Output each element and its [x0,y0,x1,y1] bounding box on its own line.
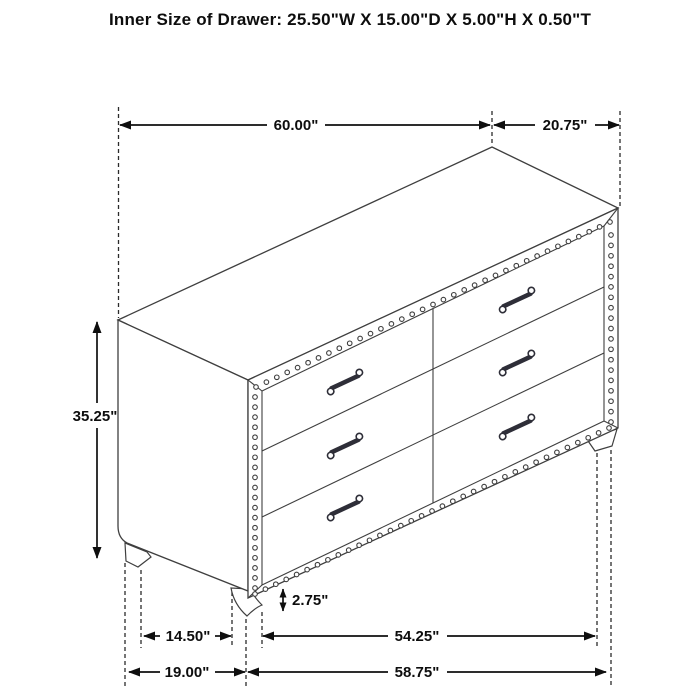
nailhead-stud [609,357,614,362]
nailhead-stud [513,470,518,475]
nailhead-stud [420,307,425,312]
nailhead-stud [503,475,508,480]
nailhead-stud [597,225,602,230]
nailhead-stud [504,268,509,273]
nailhead-stud [534,460,539,465]
nailhead-stud [253,425,258,430]
nailhead-stud [253,495,258,500]
nailhead-stud [555,450,560,455]
nailhead-stud [576,440,581,445]
nailhead-stud [462,288,467,293]
nailhead-stud [253,566,258,571]
nailhead-stud [609,326,614,331]
nailhead-stud [389,322,394,327]
nailhead-stud [609,337,614,342]
nailhead-stud [253,395,258,400]
nailhead-stud [378,533,383,538]
nailhead-stud [461,494,466,499]
nailhead-stud [316,356,321,361]
nailhead-stud [274,582,279,587]
nailhead-stud [253,465,258,470]
nailhead-stud [472,283,477,288]
dim-front-overall-label: 58.75" [394,664,440,681]
nailhead-stud [431,302,436,307]
nailhead-stud [326,558,331,563]
nailhead-stud [399,523,404,528]
nailhead-stud [337,346,342,351]
nailhead-stud [358,336,363,341]
nailhead-stud [430,509,435,514]
nailhead-stud [514,263,519,268]
nailhead-stud [544,455,549,460]
nailhead-stud [253,546,258,551]
nailhead-stud [451,499,456,504]
nailhead-stud [253,455,258,460]
dim-side-leg-span-label: 14.50" [165,628,211,645]
nailhead-stud [586,436,591,441]
nailhead-stud [357,543,362,548]
nailhead-stud [253,475,258,480]
nailhead-stud [419,514,424,519]
dim-height-label: 35.25" [72,408,118,425]
nailhead-stud [253,525,258,530]
nailhead-stud [253,515,258,520]
nailhead-stud [306,360,311,365]
nailhead-stud [471,489,476,494]
nailhead-stud [284,577,289,582]
nailhead-stud [524,259,529,264]
nailhead-stud [253,592,258,597]
nailhead-stud [440,504,445,509]
nailhead-stud [609,378,614,383]
nailhead-stud [609,368,614,373]
nailhead-stud [609,254,614,259]
nailhead-stud [336,553,341,558]
nailhead-stud [253,445,258,450]
nailhead-stud [587,229,592,234]
nailhead-stud [566,239,571,244]
nailhead-stud [315,562,320,567]
nailhead-stud [482,484,487,489]
nailhead-stud [253,586,258,591]
nailhead-stud [596,431,601,436]
dresser-artwork [118,147,618,616]
nailhead-stud [577,234,582,239]
nailhead-stud [275,375,280,380]
nailhead-stud [295,365,300,370]
nailhead-stud [609,243,614,248]
nailhead-stud [253,505,258,510]
nailhead-stud [523,465,528,470]
nailhead-stud [609,295,614,300]
nailhead-stud [565,445,570,450]
nailhead-stud [609,285,614,290]
nailhead-stud [609,420,614,425]
nailhead-stud [609,233,614,238]
nailhead-stud [253,415,258,420]
nailhead-stud [253,435,258,440]
nailhead-stud [609,399,614,404]
nailhead-stud [608,220,613,225]
nailhead-stud [367,538,372,543]
nailhead-stud [253,485,258,490]
nailhead-stud [264,380,269,385]
dim-side-overall-label: 19.00" [164,664,210,681]
nailhead-stud [609,305,614,310]
nailhead-stud [609,347,614,352]
nailhead-stud [441,297,446,302]
nailhead-stud [388,528,393,533]
dim-front-leg-span-label: 54.25" [394,628,440,645]
nailhead-stud [492,479,497,484]
nailhead-stud [346,548,351,553]
nailhead-stud [294,572,299,577]
nailhead-stud [607,426,612,431]
nailhead-stud [305,567,310,572]
nailhead-stud [368,331,373,336]
nailhead-stud [327,351,332,356]
nailhead-stud [609,264,614,269]
nailhead-stud [285,370,290,375]
nailhead-stud [410,312,415,317]
nailhead-stud [493,273,498,278]
nailhead-stud [254,385,259,390]
nailhead-stud [609,409,614,414]
nailhead-stud [609,274,614,279]
drawer-inner-size-title: Inner Size of Drawer: 25.50"W X 15.00"D X 5.00"H X 0.50"T [108,10,592,29]
dim-top-depth-label: 20.75" [542,117,588,134]
nailhead-stud [400,317,405,322]
nailhead-stud [609,389,614,394]
nailhead-stud [409,519,414,524]
nailhead-stud [253,405,258,410]
nailhead-stud [452,293,457,298]
dim-leg-height-label: 2.75" [292,592,329,609]
nailhead-stud [556,244,561,249]
nailhead-stud [253,556,258,561]
nailhead-stud [263,587,268,592]
dim-top-width-label: 60.00" [273,117,319,134]
nailhead-stud [253,576,258,581]
nailhead-stud [253,535,258,540]
nailhead-stud [545,249,550,254]
nailhead-stud [483,278,488,283]
nailhead-stud [379,327,384,332]
nailhead-stud [535,254,540,259]
nailhead-stud [347,341,352,346]
nailhead-stud [609,316,614,321]
